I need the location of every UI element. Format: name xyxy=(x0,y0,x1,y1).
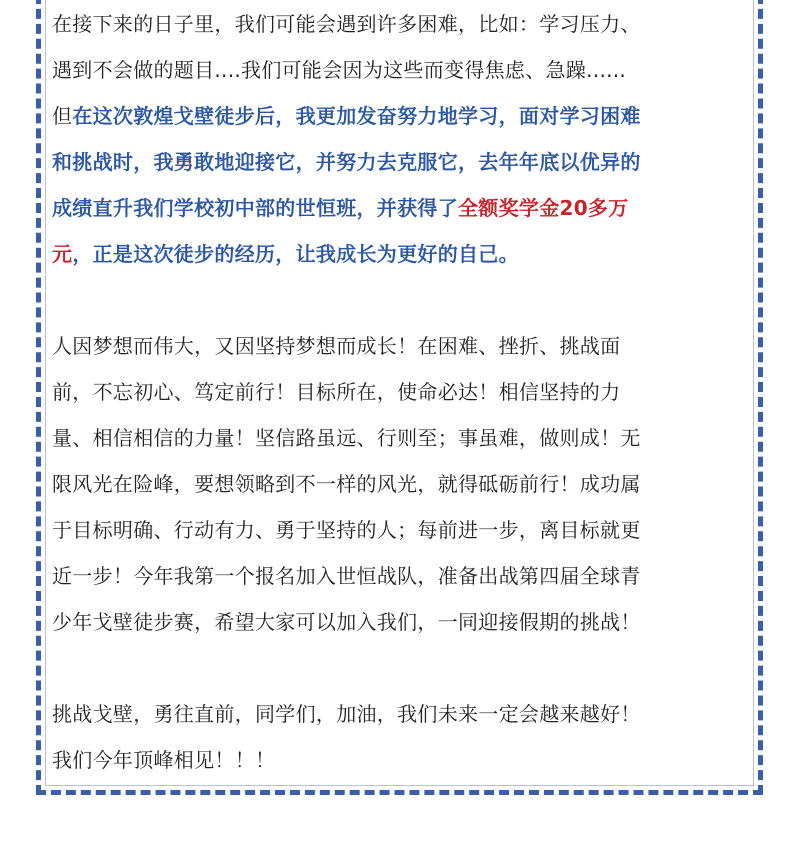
paragraph-line: 于目标明确、行动有力、勇于坚持的人；每前进一步，离目标就更 xyxy=(52,518,641,542)
paragraph-line: 遇到不会做的题目....我们可能会因为这些而变得焦虑、急躁...... xyxy=(52,58,627,82)
paragraph-1 xyxy=(52,0,752,277)
article-body xyxy=(52,0,752,783)
paragraph-line: 近一步！今年我第一个报名加入世恒战队，准备出战第四届全球青 xyxy=(52,564,641,588)
highlight-text: 在这次敦煌戈壁徒步后，我更加发奋努力地学习，面对学习困难 xyxy=(72,104,641,128)
line-prefix: 但 xyxy=(52,104,73,128)
highlight-line: 和挑战时，我勇敢地迎接它，并努力去克服它，去年年底以优异的 xyxy=(52,150,641,174)
paragraph-3 xyxy=(52,691,752,783)
paragraph-line: 挑战戈壁，勇往直前，同学们，加油，我们未来一定会越来越好！ xyxy=(52,702,641,726)
paragraph-line: 限风光在险峰，要想领略到不一样的风光，就得砥砺前行！成功属 xyxy=(52,472,641,496)
paragraph-line xyxy=(52,185,752,231)
highlight-text: 成绩直升我们学校初中部的世恒班，并获得了 xyxy=(52,196,458,220)
paragraph-2 xyxy=(52,323,752,645)
paragraph-line xyxy=(52,93,752,139)
paragraph-line: 前，不忘初心、笃定前行！目标所在，使命必达！相信坚持的力 xyxy=(52,380,621,404)
paragraph-line: 量、相信相信的力量！坚信路虽远、行则至；事虽难，做则成！无 xyxy=(52,426,641,450)
highlight-text: ，正是这次徒步的经历，让我成长为更好的自己。 xyxy=(72,242,519,266)
paragraph-line: 我们今年顶峰相见！！！ xyxy=(52,748,276,772)
paragraph-line: 少年戈壁徒步赛，希望大家可以加入我们，一同迎接假期的挑战！ xyxy=(52,610,641,634)
scholarship-highlight: 元 xyxy=(52,242,73,266)
paragraph-line: 在接下来的日子里，我们可能会遇到许多困难，比如：学习压力、 xyxy=(52,12,641,36)
paragraph-line: 人因梦想而伟大，又因坚持梦想而成长！在困难、挫折、挑战面 xyxy=(52,334,621,358)
paragraph-line xyxy=(52,231,752,277)
scholarship-highlight: 全额奖学金20多万 xyxy=(458,196,629,220)
